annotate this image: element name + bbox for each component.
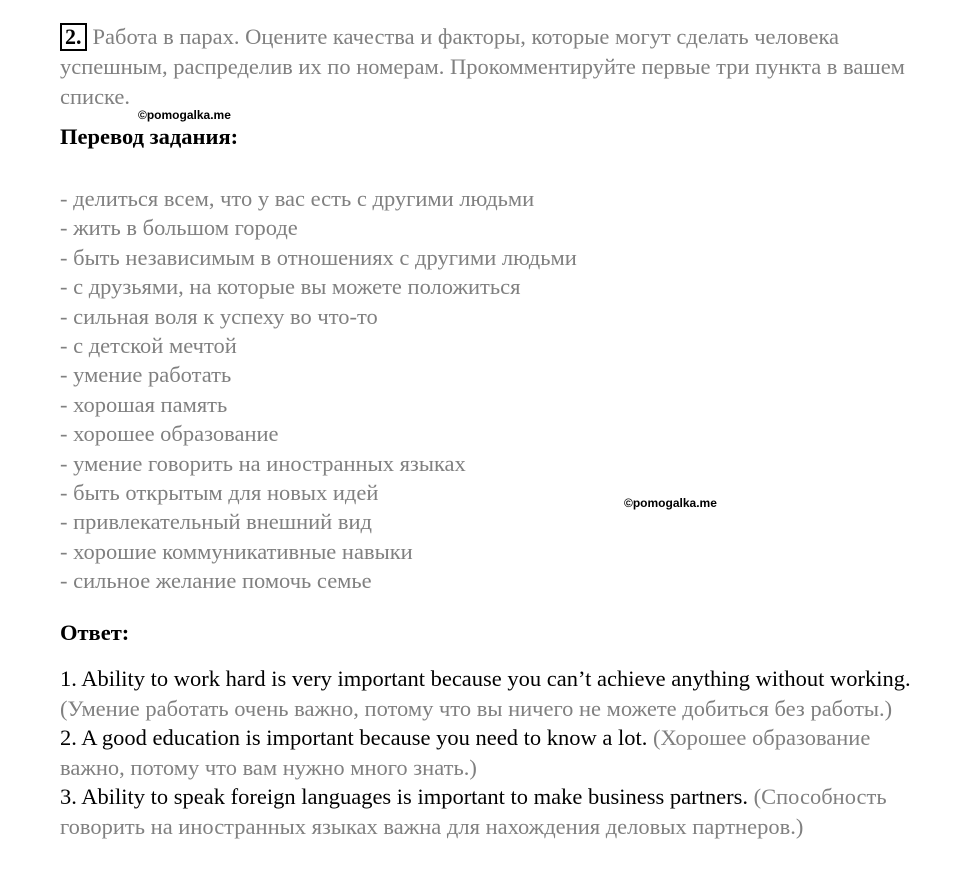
list-item: - с друзьями, на которые вы можете положиться (60, 274, 521, 300)
task-text-block (60, 22, 940, 112)
answer-item (60, 782, 940, 841)
task-number: 2. (60, 23, 87, 51)
answer-english: 3. Ability to speak foreign languages is important to make business partners. (60, 784, 748, 809)
list-item: - умение работать (60, 362, 232, 388)
list-item: - быть независимым в отношениях с другими людьми (60, 244, 577, 270)
list-item: - быть открытым для новых идей (60, 480, 379, 506)
list-item: - хорошая память (60, 391, 228, 417)
answer-item (60, 664, 940, 723)
watermark-middle: ©pomogalka.me (624, 496, 717, 510)
list-item: - привлекательный внешний вид (60, 509, 372, 535)
list-item: - сильное желание помочь семье (60, 568, 372, 594)
answer-russian: (Умение работать очень важно, потому что вы ничего не можете добиться без работы.) (60, 695, 893, 721)
watermark-top: ©pomogalka.me (138, 108, 231, 122)
list-item: - с детской мечтой (60, 333, 237, 359)
answer-item (60, 723, 940, 782)
answer-russian: (Способность говорить на иностранных языках важна для нахождения деловых партнеров.) (60, 784, 887, 839)
translation-heading: Перевод задания: (60, 124, 239, 149)
list-item: - хорошие коммуникативные навыки (60, 538, 413, 564)
list-item: - сильная воля к успеху во что-то (60, 303, 378, 329)
answer-heading: Ответ: (60, 620, 130, 645)
answer-english: 2. A good education is important because you need to know a lot. (60, 725, 648, 750)
answer-english: 1. Ability to work hard is very important because you can’t achieve anything without working. (60, 666, 911, 691)
list-item: - жить в большом городе (60, 215, 298, 241)
task-text: Работа в парах. Оцените качества и факторы, которые могут сделать человека успешным, распределив их по номерам. Прокомментируйте первые три пункта в вашем списке. (60, 24, 905, 109)
answer-list (60, 664, 940, 841)
list-item: - делиться всем, что у вас есть с другими людьми (60, 186, 535, 211)
answer-russian: (Хорошее образование важно, потому что вам нужно много знать.) (60, 725, 871, 780)
list-item: - хорошее образование (60, 421, 279, 447)
document-page (60, 22, 940, 839)
list-item: - умение говорить на иностранных языках (60, 450, 466, 476)
translation-list (60, 184, 577, 596)
